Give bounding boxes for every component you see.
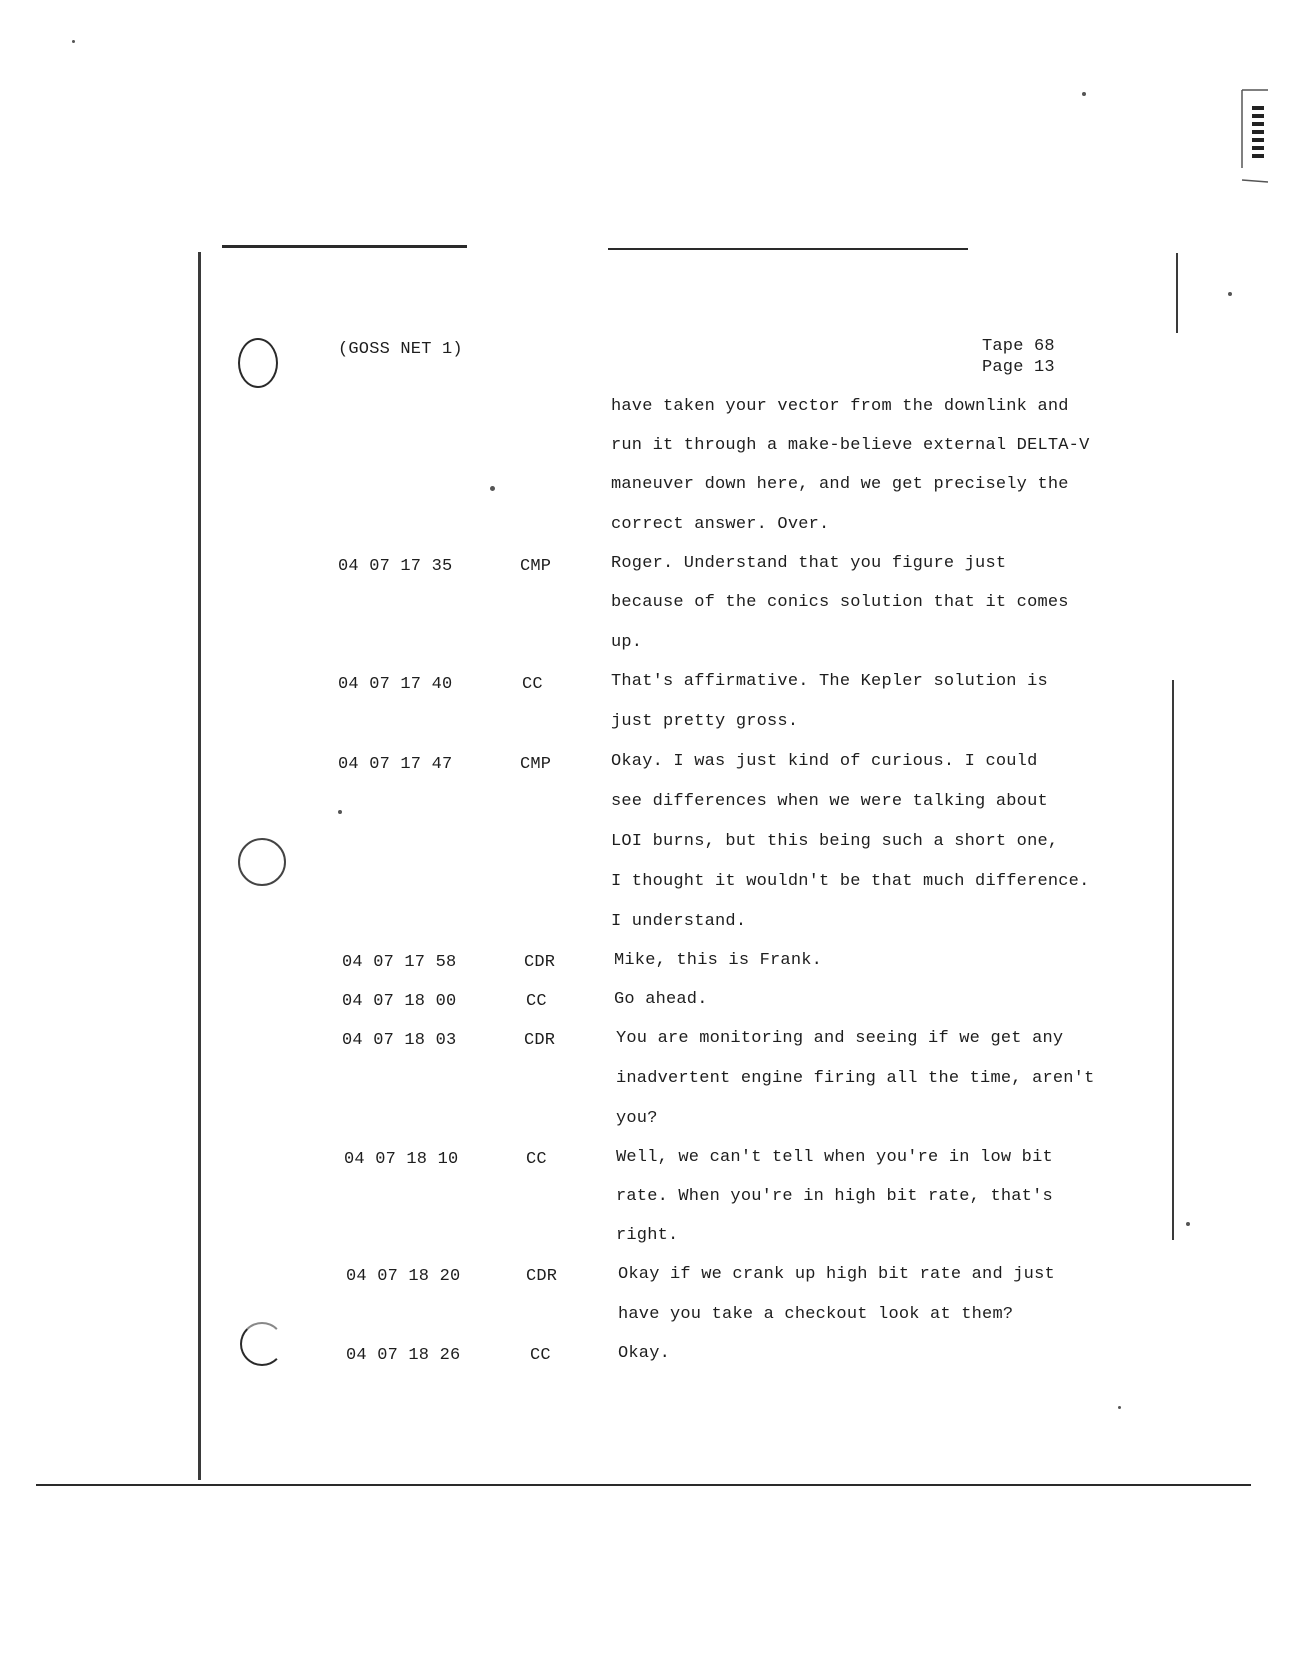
speck <box>1228 292 1232 296</box>
timestamp: 04 07 18 10 <box>344 1150 459 1169</box>
speech-line: see differences when we were talking about <box>611 792 1048 811</box>
speech-line: You are monitoring and seeing if we get any <box>616 1029 1064 1048</box>
speech-line: That's affirmative. The Kepler solution is <box>611 672 1048 691</box>
speaker: CC <box>526 992 547 1011</box>
speech-line: right. <box>616 1226 679 1245</box>
speck <box>338 810 342 814</box>
speech-line: because of the conics solution that it comes <box>611 593 1069 612</box>
timestamp: 04 07 18 03 <box>342 1031 457 1050</box>
tape-number: Tape 68 <box>982 337 1055 356</box>
speech-line: Okay. I was just kind of curious. I could <box>611 752 1038 771</box>
timestamp: 04 07 18 00 <box>342 992 457 1011</box>
speech-line: Mike, this is Frank. <box>614 951 823 970</box>
binder-tab-icon <box>1238 88 1272 188</box>
speaker: CC <box>526 1150 547 1169</box>
speck <box>1082 92 1086 96</box>
speech-line: correct answer. Over. <box>611 515 830 534</box>
speech-line: Okay if we crank up high bit rate and just <box>618 1265 1055 1284</box>
bottom-rule <box>36 1484 1251 1486</box>
speaker: CMP <box>520 755 552 774</box>
timestamp: 04 07 17 47 <box>338 755 453 774</box>
speck <box>72 40 75 43</box>
timestamp: 04 07 17 35 <box>338 557 453 576</box>
timestamp: 04 07 17 40 <box>338 675 453 694</box>
left-border <box>198 252 201 1480</box>
speck <box>490 486 495 491</box>
speaker: CC <box>522 675 543 694</box>
punch-hole-top <box>238 338 278 388</box>
timestamp: 04 07 17 58 <box>342 953 457 972</box>
speech-line: Roger. Understand that you figure just <box>611 554 1007 573</box>
right-border-bottom <box>1172 680 1174 1240</box>
punch-hole-middle <box>238 838 286 886</box>
speech-line: Okay. <box>618 1344 671 1363</box>
speech-line: run it through a make-believe external DELTA-V <box>611 436 1090 455</box>
punch-hole-bottom <box>240 1322 284 1366</box>
speaker: CDR <box>526 1267 558 1286</box>
top-rule-left <box>222 245 467 248</box>
speech-line: rate. When you're in high bit rate, that's <box>616 1187 1053 1206</box>
speech-line: have taken your vector from the downlink and <box>611 397 1069 416</box>
speech-line: you? <box>616 1109 658 1128</box>
speech-line: I understand. <box>611 912 747 931</box>
timestamp: 04 07 18 20 <box>346 1267 461 1286</box>
speaker: CDR <box>524 1031 556 1050</box>
timestamp: 04 07 18 26 <box>346 1346 461 1365</box>
top-rule-right <box>608 248 968 250</box>
speech-line: maneuver down here, and we get precisely the <box>611 475 1069 494</box>
speech-line: just pretty gross. <box>611 712 799 731</box>
speaker: CC <box>530 1346 551 1365</box>
speech-line: inadvertent engine firing all the time, aren't <box>616 1069 1095 1088</box>
speech-line: up. <box>611 633 643 652</box>
tape-page-label <box>982 336 1055 378</box>
speech-line: I thought it wouldn't be that much difference. <box>611 872 1090 891</box>
net-label: (GOSS NET 1) <box>338 340 463 359</box>
speech-line: Well, we can't tell when you're in low bit <box>616 1148 1053 1167</box>
speaker: CMP <box>520 557 552 576</box>
speck <box>1118 1406 1121 1409</box>
speck <box>1186 1222 1190 1226</box>
page-number: Page 13 <box>982 358 1055 377</box>
speaker: CDR <box>524 953 556 972</box>
right-border-top <box>1176 253 1178 333</box>
speech-line: LOI burns, but this being such a short one, <box>611 832 1059 851</box>
speech-line: have you take a checkout look at them? <box>618 1305 1014 1324</box>
speech-line: Go ahead. <box>614 990 708 1009</box>
